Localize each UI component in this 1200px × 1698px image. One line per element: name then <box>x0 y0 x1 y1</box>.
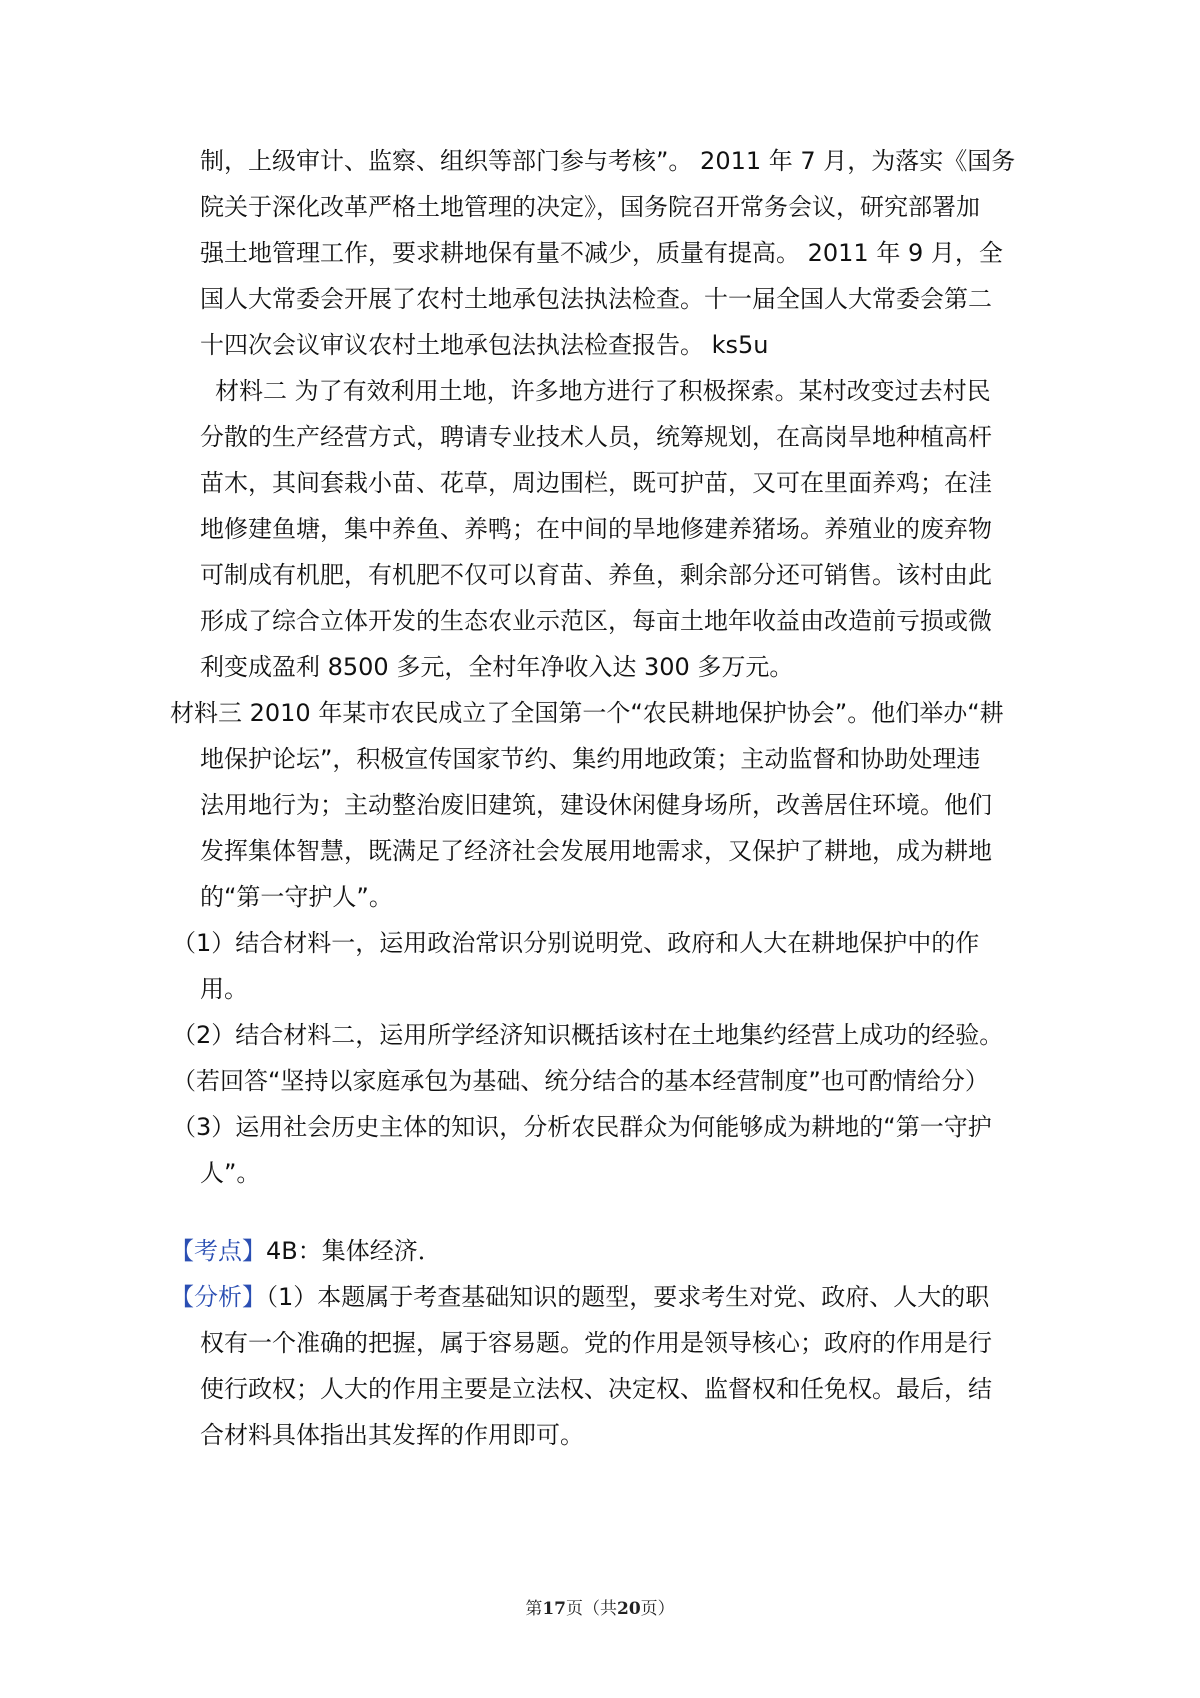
text-line: 利变成盈利 8500 多元，全村年净收入达 300 多万元。 <box>200 653 794 681</box>
text-line: （1）本题属于考查基础知识的题型，要求考生对党、政府、人大的职 <box>266 1283 990 1311</box>
text-line: 院关于深化改革严格土地管理的决定》，国务院召开常务会议，研究部署加 <box>200 193 980 221</box>
kaodian-text: 4B：集体经济． <box>266 1237 442 1265</box>
footer-middle: 页（共 <box>566 1599 617 1619</box>
text-line: 十四次会议审议农村土地承包法执法检查报告。 ks5u <box>200 331 769 359</box>
text-line: 强土地管理工作，要求耕地保有量不减少，质量有提高。 2011 年 9 月，全 <box>200 239 1003 267</box>
question-2-note: （若回答“坚持以家庭承包为基础、统分结合的基本经营制度”也可酌情给分） <box>172 1067 989 1095</box>
text-line: 形成了综合立体开发的生态农业示范区，每亩土地年收益由改造前亏损或微 <box>200 607 992 635</box>
page-footer <box>0 1594 1200 1619</box>
text-line: 的“第一守护人”。 <box>200 883 393 911</box>
text-line: 合材料具体指出其发挥的作用即可。 <box>200 1421 584 1449</box>
page-number: 17 <box>542 1599 566 1619</box>
text-line: 材料三 2010 年某市农民成立了全国第一个“农民耕地保护协会”。他们举办“耕 <box>170 699 1004 727</box>
text-line: 地保护论坛”，积极宣传国家节约、集约用地政策；主动监督和协助处理违 <box>200 745 981 773</box>
text-line: 国人大常委会开展了农村土地承包法执法检查。十一届全国人大常委会第二 <box>200 285 992 313</box>
text-line: 用。 <box>200 975 248 1003</box>
footer-suffix: 页） <box>640 1599 675 1619</box>
total-pages: 20 <box>617 1599 641 1619</box>
text-line: 材料二 为了有效利用土地，许多地方进行了积极探索。某村改变过去村民 <box>215 377 991 405</box>
fenxi-tag: 【分析】 <box>170 1283 266 1311</box>
text-line: 地修建鱼塘，集中养鱼、养鸭；在中间的旱地修建养猪场。养殖业的废弃物 <box>200 515 992 543</box>
kaodian-tag: 【考点】 <box>170 1237 266 1265</box>
text-line: 苗木，其间套栽小苗、花草，周边围栏，既可护苗，又可在里面养鸡；在洼 <box>200 469 992 497</box>
text-line: 分散的生产经营方式，聘请专业技术人员，统筹规划，在高岗旱地种植高杆 <box>200 423 992 451</box>
text-line: 制，上级审计、监察、组织等部门参与考核”。 2011 年 7 月，为落实《国务 <box>200 147 1016 175</box>
text-line: 使行政权；人大的作用主要是立法权、决定权、监督权和任免权。最后，结 <box>200 1375 992 1403</box>
question-2: （2）结合材料二，运用所学经济知识概括该村在土地集约经营上成功的经验。 <box>172 1021 1004 1049</box>
text-line: 法用地行为；主动整治废旧建筑，建设休闲健身场所，改善居住环境。他们 <box>200 791 992 819</box>
text-line: 可制成有机肥，有机肥不仅可以育苗、养鱼，剩余部分还可销售。该村由此 <box>200 561 992 589</box>
text-line: 人”。 <box>200 1159 261 1187</box>
kaodian-line <box>170 1234 442 1268</box>
footer-prefix: 第 <box>525 1599 543 1619</box>
text-line: 发挥集体智慧，既满足了经济社会发展用地需求，又保护了耕地，成为耕地 <box>200 837 992 865</box>
fenxi-first-line <box>170 1280 989 1314</box>
question-1: （1）结合材料一，运用政治常识分别说明党、政府和人大在耕地保护中的作 <box>172 929 980 957</box>
text-line: 权有一个准确的把握，属于容易题。党的作用是领导核心；政府的作用是行 <box>200 1329 992 1357</box>
question-3: （3）运用社会历史主体的知识，分析农民群众为何能够成为耕地的“第一守护 <box>172 1113 992 1141</box>
